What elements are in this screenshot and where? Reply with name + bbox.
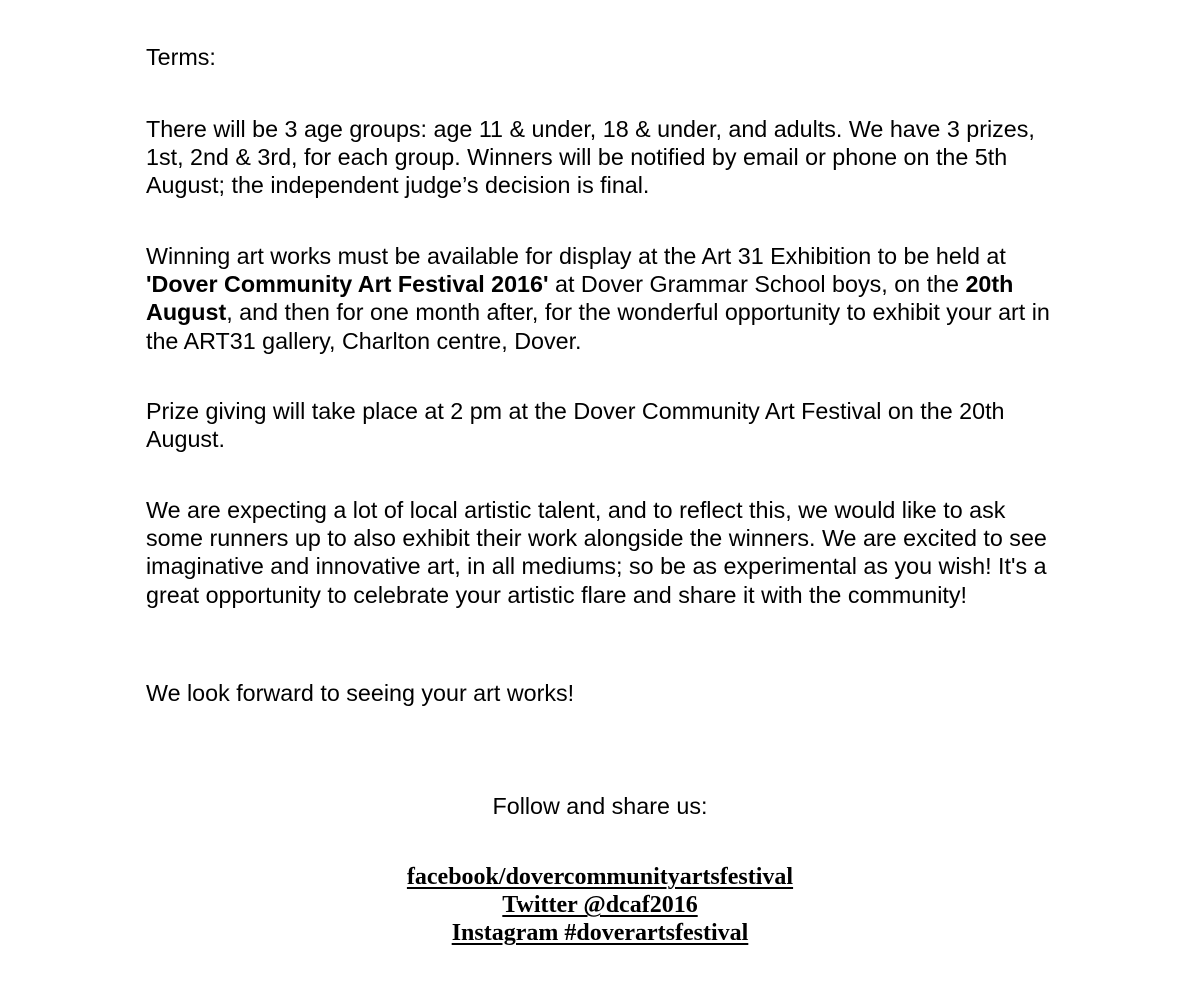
social-link-item [0,919,1200,947]
terms-heading: Terms: [146,44,216,70]
festival-name: 'Dover Community Art Festival 2016' [146,271,549,298]
winning-works-text-2: at Dover Grammar School boys, on the [548,271,966,298]
prize-giving-paragraph: Prize giving will take place at 2 pm at the Dover Community Art Festival on the 20th August. [146,398,1005,453]
age-groups-paragraph: There will be 3 age groups: age 11 & under, 18 & under, and adults. We have 3 prizes, 1st, 2nd & 3rd, for each group. Winners will be notified by email or phone on the 5th August; the independent judge’s decision is final. [146,116,1035,199]
expecting-talent-paragraph: We are expecting a lot of local artistic talent, and to reflect this, we would like to ask some runners up to also exhibit their work alongside the winners. We are excited to see imaginative and innovative art, in all mediums; so be as experimental as you wish! It's a great opportunity to celebrate your artistic flare and share it with the community! [146,497,1047,608]
winning-works-text-1: Winning art works must be available for display at the Art 31 Exhibition to be held at [146,243,1006,269]
social-links-list [0,863,1200,948]
facebook-link[interactable]: facebook/dovercommunityartsfestival [406,864,794,890]
social-link-item [0,863,1200,891]
social-link-item [0,891,1200,919]
follow-heading: Follow and share us: [492,793,708,819]
winning-works-text-3: , and then for one month after, for the wonderful opportunity to exhibit your art in the ART31 gallery, Charlton centre, Dover. [146,299,1050,354]
look-forward-paragraph: We look forward to seeing your art works! [146,680,575,706]
twitter-link[interactable]: Twitter @dcaf2016 [502,892,698,919]
instagram-link[interactable]: Instagram #doverartsfestival [451,920,749,947]
exhibition-date: 20th August [146,271,1014,326]
winning-works-paragraph [146,242,1061,355]
